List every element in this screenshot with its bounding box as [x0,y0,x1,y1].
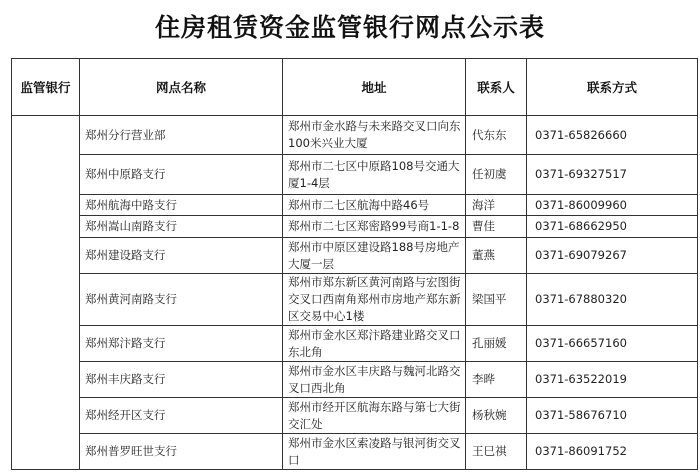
table-header-row [12,59,698,116]
branch-name: 郑州普罗旺世支行 [80,434,283,470]
address-cell: 郑州市金水区丰庆路与魏河北路交叉口西北角 [283,362,466,398]
branch-name: 郑州郑汴路支行 [80,326,283,362]
contact-cell: 孔丽媛 [466,326,527,362]
contact-cell: 王巳祺 [466,434,527,470]
phone-cell: 0371-66657160 [527,326,698,362]
address-cell: 郑州市二七区中原路108号交通大厦1-4层 [283,155,466,195]
table-row [12,116,698,155]
table-row [12,274,698,326]
phone-cell: 0371-63522019 [527,362,698,398]
branch-name: 郑州建设路支行 [80,238,283,274]
bank-cell [12,116,80,470]
table-row [12,434,698,470]
contact-cell: 梁国平 [466,274,527,326]
branch-name: 郑州航海中路支行 [80,195,283,216]
header-branch-name: 网点名称 [80,59,283,116]
address-cell: 郑州市郑东新区黄河南路与宏图街交叉口西南角郑州市房地产郑东新区交易中心1楼 [283,274,466,326]
contact-cell: 代东东 [466,116,527,155]
contact-cell: 海洋 [466,195,527,216]
contact-cell: 杨秋婉 [466,398,527,434]
branch-name: 郑州经开区支行 [80,398,283,434]
address-cell: 郑州市二七区航海中路46号 [283,195,466,216]
phone-cell: 0371-65826660 [527,116,698,155]
branch-name: 郑州分行营业部 [80,116,283,155]
phone-cell: 0371-67880320 [527,274,698,326]
table-row [12,238,698,274]
table-row [12,155,698,195]
address-cell: 郑州市中原区建设路188号房地产大厦一层 [283,238,466,274]
table-row [12,326,698,362]
address-cell: 郑州市金水区郑汴路建业路交叉口东北角 [283,326,466,362]
table-row [12,362,698,398]
branch-name: 郑州中原路支行 [80,155,283,195]
address-cell: 郑州市经开区航海东路与第七大街交汇处 [283,398,466,434]
header-contact: 联系人 [466,59,527,116]
contact-cell: 董燕 [466,238,527,274]
branch-name: 郑州丰庆路支行 [80,362,283,398]
table-row [12,195,698,216]
phone-cell: 0371-58676710 [527,398,698,434]
page-title: 住房租赁资金监管银行网点公示表 [154,13,545,42]
address-cell: 郑州市金水区索凌路与银河街交叉口 [283,434,466,470]
phone-cell: 0371-68662950 [527,216,698,238]
branch-name: 郑州黄河南路支行 [80,274,283,326]
phone-cell: 0371-69079267 [527,238,698,274]
contact-cell: 曹佳 [466,216,527,238]
address-cell: 郑州市金水路与未来路交叉口向东100米兴业大厦 [283,116,466,155]
branch-name: 郑州嵩山南路支行 [80,216,283,238]
phone-cell: 0371-86091752 [527,434,698,470]
header-address: 地址 [283,59,466,116]
header-bank: 监管银行 [12,59,80,116]
address-cell: 郑州市二七区郑密路99号商1-1-8 [283,216,466,238]
contact-cell: 李晔 [466,362,527,398]
branch-table [11,58,698,470]
table-row [12,398,698,434]
phone-cell: 0371-69327517 [527,155,698,195]
contact-cell: 任初虞 [466,155,527,195]
header-phone: 联系方式 [527,59,698,116]
phone-cell: 0371-86009960 [527,195,698,216]
table-row [12,216,698,238]
